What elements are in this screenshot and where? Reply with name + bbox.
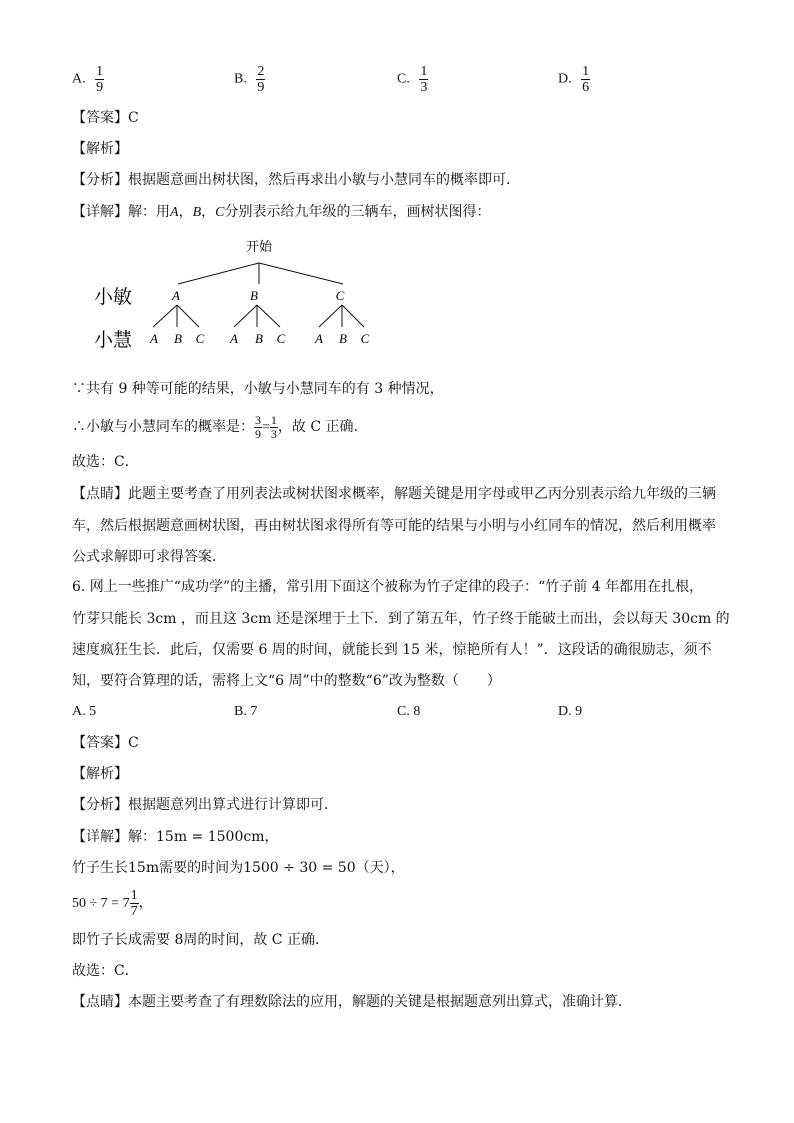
tree-leaf: A (230, 331, 238, 346)
q6-stem-line4: 知，要符合算理的话，需将上文“6 周”中的整数“6”改为整数（ ） (72, 673, 501, 689)
fraction: $\frac{1}{3}$ (420, 64, 428, 95)
fraction: $\frac{1}{6}$ (582, 64, 590, 95)
q6-option-a: A. 5 (72, 704, 97, 719)
tree-leaf: A (315, 331, 323, 346)
tree-edge (257, 305, 280, 327)
tree-edge (319, 305, 342, 327)
q6-option-c: C. 8 (397, 704, 421, 719)
tree-edge (177, 305, 199, 327)
q5-analysis-heading: 【解析】 (72, 141, 128, 157)
tree-row2-label: 小慧 (94, 329, 133, 351)
tree-level1-a: A (172, 288, 180, 303)
fraction: $\frac{3}{9}$ (255, 412, 261, 441)
tree-leaf: C (276, 331, 286, 346)
q5-comment-line3: 公式求解即可求得答案． (72, 549, 226, 565)
q6-detail-line4: 即竹子长成需要 8周的时间，故 C 正确． (72, 932, 329, 948)
tree-edge (259, 263, 343, 284)
tree-edge (234, 305, 257, 327)
tree-leaf: C (360, 331, 370, 346)
tree-level1-b: B (250, 288, 258, 303)
fraction: $\frac{1}{7}$ (130, 887, 138, 919)
tree-diagram (90, 232, 390, 352)
q6-stem-line1: 6. 网上一些推广“成功学”的主播，常引用下面这个被称为竹子定律的段子：“竹子前 4 年都用在扎根， (72, 579, 704, 595)
q6-calc-line: 50 ÷ 7 = 7 $\frac{1}{7}$ ， (72, 887, 153, 919)
q6-detail-line2: 竹子生长15m需要的时间为1500 ÷ 30 = 50（天）， (72, 860, 405, 876)
q5-comment-line1: 【点睛】此题主要考查了用列表法或树状图求概率，解题关键是用字母或甲乙丙分别表示给九年级的三辆 (72, 486, 716, 502)
fraction: $\frac{2}{9}$ (257, 64, 265, 95)
q5-therefore-line: ∴小敏与小慧同车的概率是： $\frac{3}{9}$ = $\frac{1}{3}$ ，故 C 正确． (72, 412, 368, 441)
q6-stem-line3: 速度疯狂生长．此后，仅需要 6 周的时间，就能长到 15 米，惊艳所有人！”．这段话的确很励志，须不 (72, 642, 712, 658)
q5-detail: 【详解】解：用A，B，C分别表示给九年级的三辆车，画树状图得： (72, 204, 491, 220)
tree-leaf: B (339, 331, 347, 346)
q5-analysis-text: 【分析】根据题意画出树状图，然后再求出小敏与小慧同车的概率即可． (72, 172, 520, 188)
tree-edge (153, 305, 177, 327)
q5-choice: 故选：C． (72, 454, 139, 470)
q5-comment-line2: 车，然后根据题意画树状图，再由树状图求得所有等可能的结果与小明与小红同车的情况，然后利用概率 (72, 518, 716, 534)
q6-detail-line1: 【详解】解：15m = 1500cm， (72, 829, 279, 845)
q6-stem-line2: 竹芽只能长 3cm ，而且这 3cm 还是深埋于土下．到了第五年，竹子终于能破土而出，会以每天 30cm 的 (72, 611, 730, 627)
tree-edge (342, 305, 364, 327)
tree-leaf: C (195, 331, 205, 346)
tree-root-label: 开始 (245, 240, 273, 255)
q6-choice: 故选：C． (72, 963, 139, 979)
fraction: $\frac{1}{3}$ (270, 412, 277, 441)
q5-because-line: ∵共有 9 种等可能的结果，小敏与小慧同车的有 3 种情况， (72, 381, 444, 397)
q5-answer: 【答案】C (72, 110, 139, 126)
q6-answer: 【答案】C (72, 735, 139, 751)
q6-analysis-text: 【分析】根据题意列出算式进行计算即可． (72, 797, 338, 813)
q5-option-a: A. $\frac{1}{9}$ (72, 64, 104, 95)
fraction: $\frac{1}{9}$ (96, 64, 104, 95)
tree-leaf: B (255, 331, 263, 346)
tree-row1-label: 小敏 (94, 286, 133, 308)
q5-option-d: D. $\frac{1}{6}$ (558, 64, 590, 95)
q5-option-c: C. $\frac{1}{3}$ (397, 64, 428, 95)
tree-leaf: A (150, 331, 158, 346)
q6-option-b: B. 7 (234, 704, 258, 719)
tree-level1-c: C (335, 288, 345, 303)
tree-edge (178, 263, 259, 284)
tree-leaf: B (174, 331, 182, 346)
q6-analysis-heading: 【解析】 (72, 766, 128, 782)
q5-option-b: B. $\frac{2}{9}$ (234, 64, 265, 95)
q6-option-d: D. 9 (558, 704, 583, 719)
q6-comment: 【点睛】本题主要考查了有理数除法的应用，解题的关键是根据题意列出算式，准确计算． (72, 994, 632, 1010)
